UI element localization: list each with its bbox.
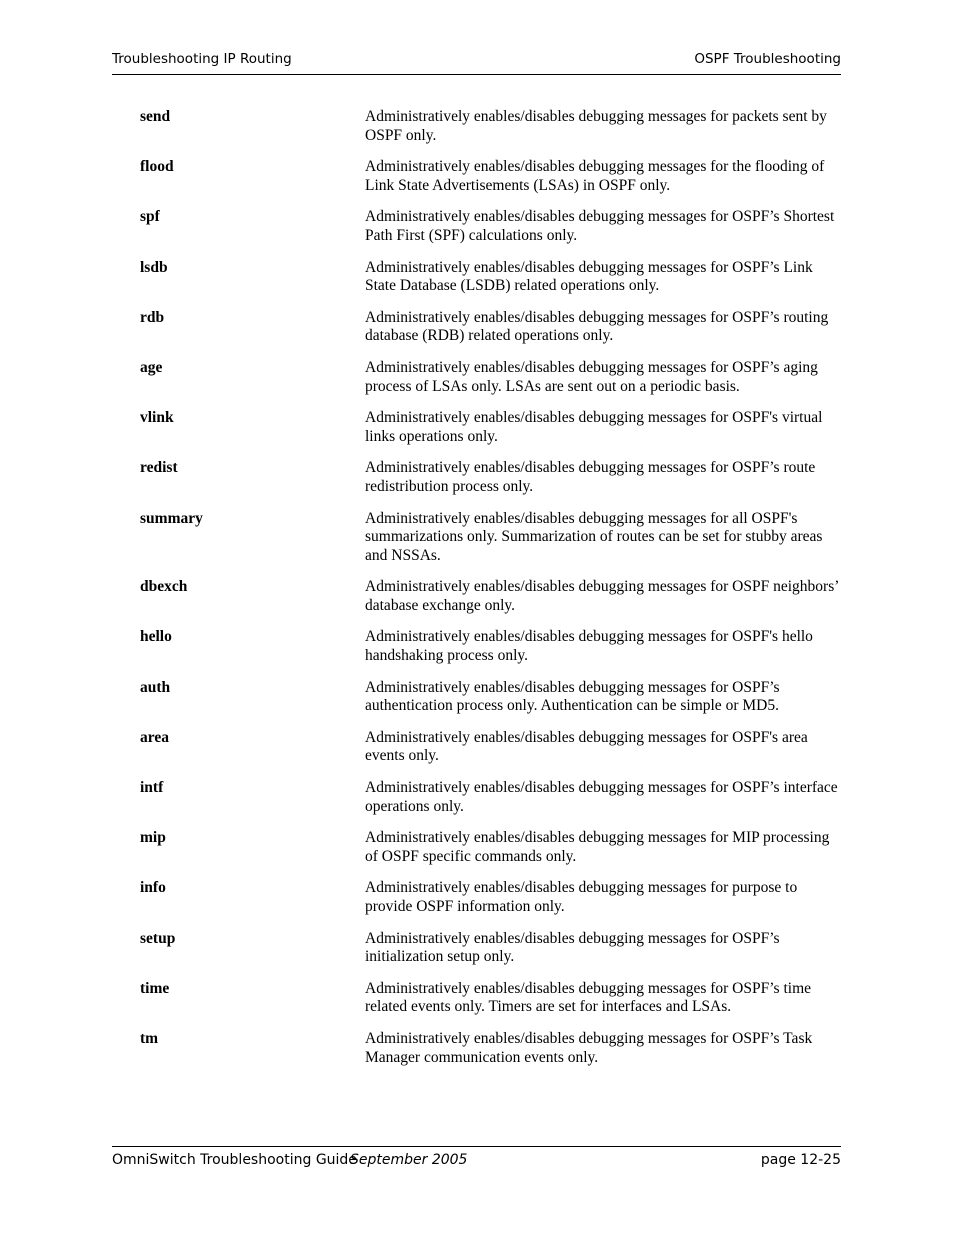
parameter-row bbox=[140, 879, 841, 916]
parameter-term: intf bbox=[140, 779, 164, 797]
parameter-description: Administratively enables/disables debugging messages for the flooding of Link State Advertisements (LSAs) in OSPF only. bbox=[365, 158, 825, 194]
parameter-row bbox=[140, 729, 841, 766]
parameter-description: Administratively enables/disables debugging messages for OSPF's virtual links operations only. bbox=[365, 409, 823, 445]
parameter-term: hello bbox=[140, 628, 172, 646]
footer-guide-title: OmniSwitch Troubleshooting Guide bbox=[112, 1152, 357, 1168]
parameter-description: Administratively enables/disables debugging messages for OSPF neighbors’ database exchange only. bbox=[365, 578, 839, 614]
parameter-description: Administratively enables/disables debugging messages for OSPF’s initialization setup only. bbox=[365, 929, 780, 966]
parameter-term: send bbox=[140, 108, 171, 125]
parameter-row bbox=[140, 459, 841, 496]
parameter-term: auth bbox=[140, 678, 171, 696]
parameter-row bbox=[140, 208, 841, 245]
parameter-term: vlink bbox=[140, 409, 174, 427]
parameter-term: info bbox=[140, 879, 166, 897]
parameter-row bbox=[140, 510, 841, 566]
header-section-title: Troubleshooting IP Routing bbox=[112, 51, 292, 67]
parameter-term: flood bbox=[140, 158, 174, 176]
footer-date: September 2005 bbox=[350, 1152, 468, 1168]
parameter-row bbox=[140, 779, 841, 816]
parameter-term: summary bbox=[140, 509, 203, 527]
parameter-description: Administratively enables/disables debugging messages for OSPF's hello handshaking process only. bbox=[365, 628, 813, 665]
parameter-description: Administratively enables/disables debugging messages for all OSPF's summarizations only. Summarization of routes can be set for stubby areas and NSSAs. bbox=[365, 509, 823, 564]
parameter-row bbox=[140, 628, 841, 665]
parameter-row bbox=[140, 829, 841, 866]
page-header bbox=[112, 50, 841, 75]
parameter-description: Administratively enables/disables debugging messages for packets sent by OSPF only. bbox=[365, 108, 827, 144]
parameter-term: time bbox=[140, 979, 170, 997]
parameter-row bbox=[140, 578, 841, 615]
parameter-term: tm bbox=[140, 1029, 159, 1047]
parameter-description: Administratively enables/disables debugging messages for OSPF's area events only. bbox=[365, 728, 808, 765]
parameter-term: mip bbox=[140, 829, 166, 847]
parameter-term: redist bbox=[140, 459, 178, 477]
parameter-description: Administratively enables/disables debugging messages for OSPF’s Shortest Path First (SPF) calculations only. bbox=[365, 208, 835, 244]
parameter-term: rdb bbox=[140, 308, 165, 326]
header-chapter-title: OSPF Troubleshooting bbox=[694, 51, 841, 67]
parameter-row bbox=[140, 980, 841, 1017]
page-footer bbox=[112, 1146, 841, 1168]
parameter-row bbox=[140, 158, 841, 195]
parameter-description: Administratively enables/disables debugging messages for OSPF’s interface operations only. bbox=[365, 779, 838, 815]
parameter-term: spf bbox=[140, 208, 160, 226]
parameter-row bbox=[140, 409, 841, 446]
parameter-row bbox=[140, 930, 841, 967]
parameter-list bbox=[140, 108, 841, 1080]
parameter-term: age bbox=[140, 358, 163, 376]
parameter-row bbox=[140, 359, 841, 396]
footer-page-number: page 12-25 bbox=[760, 1152, 841, 1168]
parameter-description: Administratively enables/disables debugging messages for OSPF’s Task Manager communication events only. bbox=[365, 1029, 813, 1066]
parameter-description: Administratively enables/disables debugging messages for OSPF’s time related events only. Timers are set for interfaces and LSAs. bbox=[365, 979, 812, 1016]
parameter-row bbox=[140, 259, 841, 296]
parameter-row bbox=[140, 1030, 841, 1067]
parameter-description: Administratively enables/disables debugging messages for purpose to provide OSPF information only. bbox=[365, 879, 798, 915]
parameter-description: Administratively enables/disables debugging messages for OSPF’s route redistribution process only. bbox=[365, 459, 816, 495]
parameter-row bbox=[140, 679, 841, 716]
parameter-row bbox=[140, 309, 841, 346]
parameter-term: dbexch bbox=[140, 578, 188, 596]
parameter-description: Administratively enables/disables debugging messages for OSPF’s routing database (RDB) related operations only. bbox=[365, 308, 829, 345]
parameter-term: area bbox=[140, 728, 169, 746]
parameter-description: Administratively enables/disables debugging messages for MIP processing of OSPF specific commands only. bbox=[365, 829, 830, 865]
parameter-description: Administratively enables/disables debugging messages for OSPF’s authentication process only. Authentication can be simple or MD5. bbox=[365, 678, 780, 715]
parameter-term: setup bbox=[140, 929, 176, 947]
parameter-description: Administratively enables/disables debugging messages for OSPF’s Link State Database (LSDB) related operations only. bbox=[365, 258, 813, 295]
parameter-description: Administratively enables/disables debugging messages for OSPF’s aging process of LSAs only. LSAs are sent out on a periodic basis. bbox=[365, 358, 818, 395]
parameter-row bbox=[140, 108, 841, 145]
parameter-term: lsdb bbox=[140, 258, 168, 276]
